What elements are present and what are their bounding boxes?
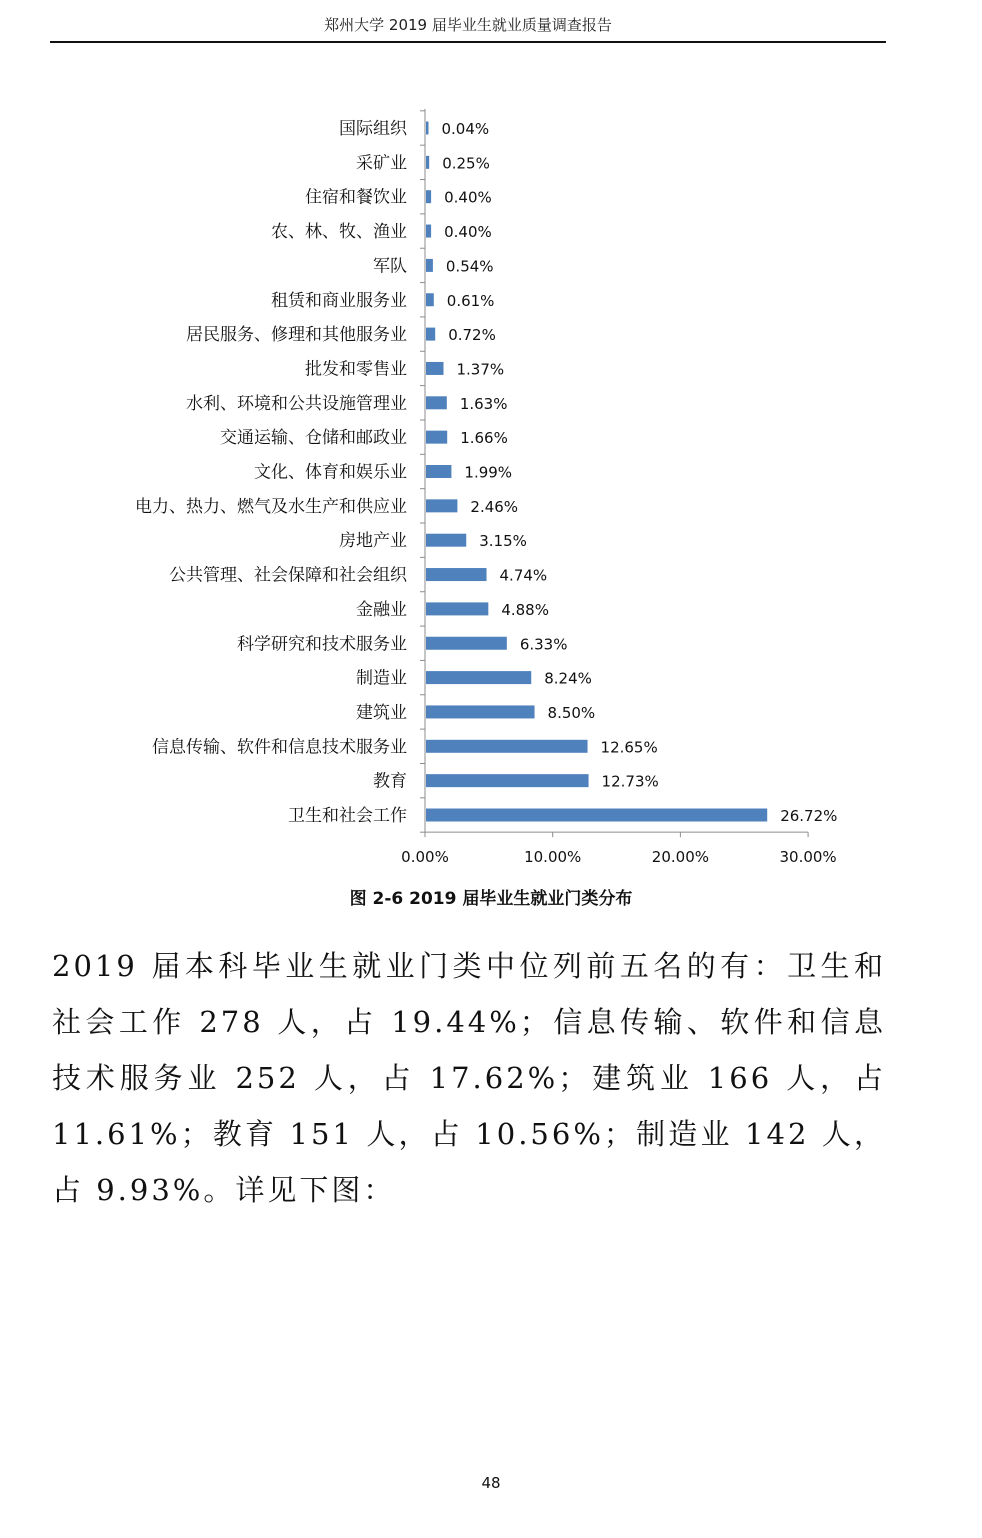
x-tick-label: 30.00% <box>779 848 837 867</box>
x-tick-label: 0.00% <box>401 848 449 867</box>
bar-value-label: 0.25% <box>442 154 490 173</box>
bar <box>426 328 435 341</box>
x-tick-label: 10.00% <box>524 848 582 867</box>
bar-value-label: 8.24% <box>544 669 592 688</box>
bar-value-label: 12.65% <box>600 738 658 757</box>
bar-value-label: 8.50% <box>547 703 596 722</box>
category-label: 电力、热力、燃气及水生产和供应业 <box>135 496 407 517</box>
category-label: 住宿和餐饮业 <box>305 187 407 208</box>
bar-value-label: 1.99% <box>464 463 513 482</box>
bar <box>426 534 466 547</box>
category-label: 教育 <box>373 771 407 792</box>
bar <box>426 568 487 581</box>
bar <box>426 122 429 135</box>
bar-value-label: 2.46% <box>470 497 519 516</box>
category-label: 公共管理、社会保障和社会组织 <box>169 565 407 586</box>
category-label: 水利、环境和公共设施管理业 <box>186 393 407 414</box>
bar-value-label: 3.15% <box>479 532 527 551</box>
bar-value-label: 1.37% <box>456 360 505 379</box>
bar <box>426 809 767 822</box>
category-label: 房地产业 <box>339 531 407 552</box>
running-header: 郑州大学 2019 届毕业生就业质量调查报告 <box>324 16 612 34</box>
bar-value-label: 0.61% <box>446 291 495 310</box>
bar-value-label: 4.74% <box>499 566 548 585</box>
bar <box>426 431 447 444</box>
bar <box>426 225 431 238</box>
bar <box>426 499 457 512</box>
category-label: 金融业 <box>356 599 407 620</box>
category-label: 信息传输、软件和信息技术服务业 <box>152 737 407 758</box>
body-paragraph: 2019 届本科毕业生就业门类中位列前五名的有：卫生和社会工作 278 人，占 19.44%；信息传输、软件和信息技术服务业 252 人，占 17.62%；建筑业 166 人，占 11.61%；教育 151 人，占 10.56%；制造业 142 人，占 9.93%。详见下图： <box>52 949 886 1207</box>
category-label: 制造业 <box>356 668 407 689</box>
bar <box>426 156 429 169</box>
bar-value-label: 0.40% <box>444 223 492 242</box>
bar-value-label: 6.33% <box>519 635 568 654</box>
bar-value-label: 26.72% <box>780 807 838 825</box>
category-label: 交通运输、仓储和邮政业 <box>220 428 407 449</box>
bar <box>426 705 535 718</box>
bar <box>426 740 588 753</box>
bar-value-label: 0.54% <box>445 257 494 276</box>
bar-value-label: 1.66% <box>460 429 508 448</box>
bar <box>426 774 589 787</box>
bar <box>426 671 531 684</box>
category-label: 文化、体育和娱乐业 <box>254 462 407 483</box>
bar <box>426 259 433 272</box>
bar-value-label: 1.63% <box>459 394 508 413</box>
bar-value-label: 0.72% <box>448 326 496 345</box>
bar-value-label: 12.73% <box>601 772 659 791</box>
bar-value-label: 0.40% <box>444 188 492 207</box>
bar <box>426 190 431 203</box>
bar <box>426 362 443 375</box>
bar <box>426 602 488 615</box>
category-label: 科学研究和技术服务业 <box>237 634 407 655</box>
category-label: 租赁和商业服务业 <box>271 290 407 311</box>
category-label: 批发和零售业 <box>305 359 407 380</box>
bar <box>426 293 434 306</box>
category-label: 农、林、牧、渔业 <box>271 222 407 243</box>
x-tick-label: 20.00% <box>651 848 710 867</box>
bar <box>426 465 451 478</box>
category-label: 居民服务、修理和其他服务业 <box>186 325 407 346</box>
category-label: 卫生和社会工作 <box>288 806 407 826</box>
figure-caption: 图 2-6 2019 届毕业生就业门类分布 <box>349 889 633 909</box>
bar-value-label: 4.88% <box>501 600 549 619</box>
bar <box>426 396 447 409</box>
category-label: 国际组织 <box>339 119 407 139</box>
category-label: 建筑业 <box>356 702 407 723</box>
header-divider <box>50 41 886 43</box>
category-label: 军队 <box>373 256 407 277</box>
industry-distribution-bar-chart <box>0 100 982 870</box>
bar-value-label: 0.04% <box>441 120 490 138</box>
category-label: 采矿业 <box>356 153 407 174</box>
page-number: 48 <box>481 1474 501 1492</box>
bar <box>426 637 507 650</box>
